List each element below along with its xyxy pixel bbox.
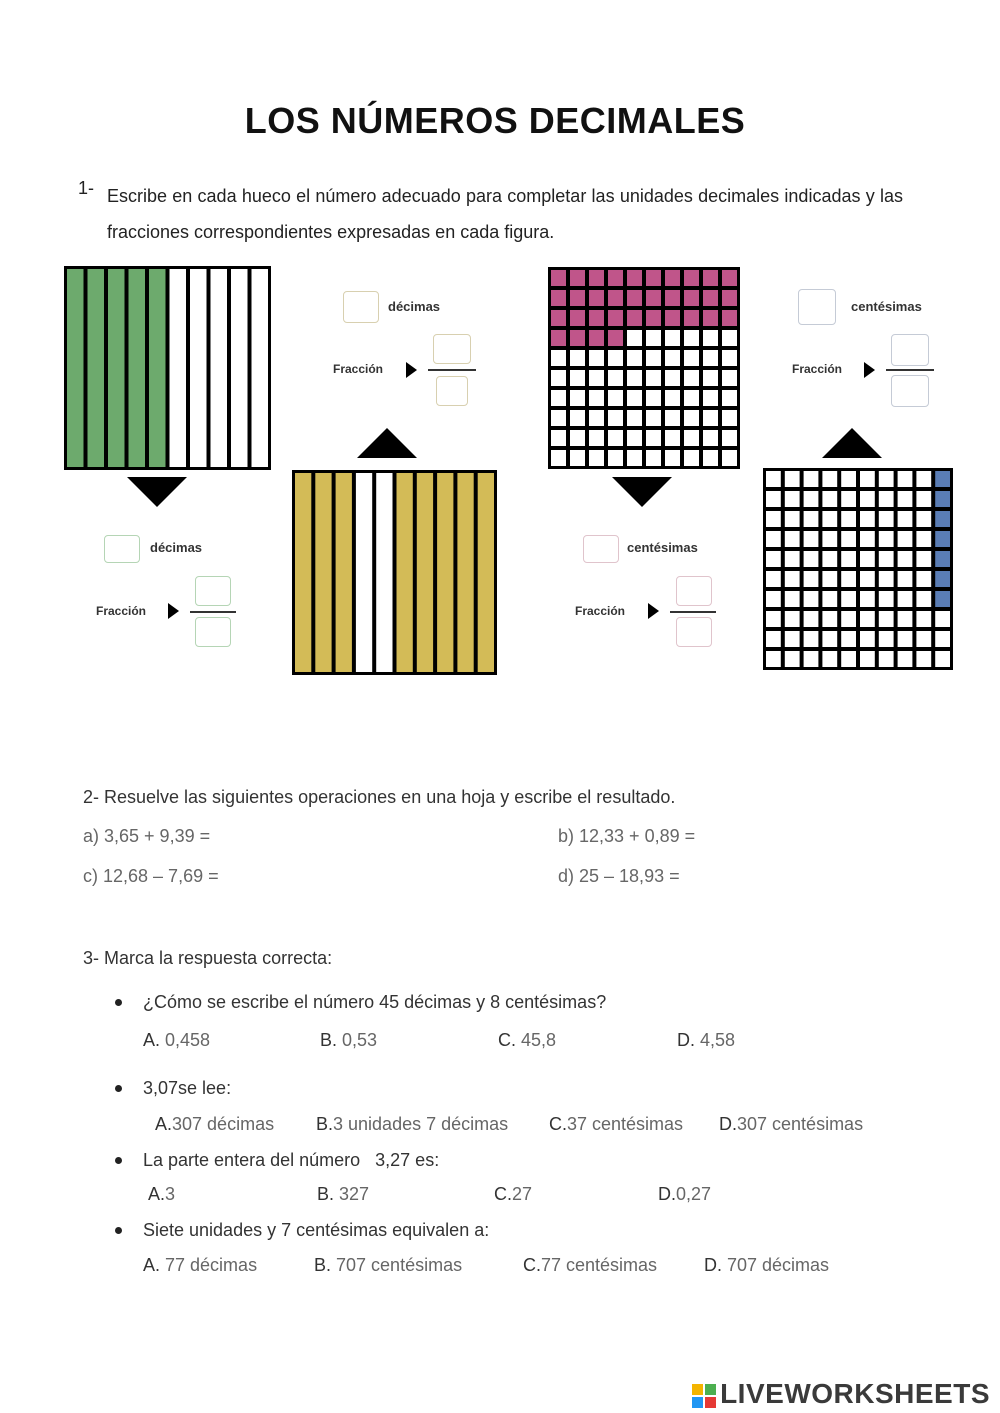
- hundredth-cell: [898, 511, 913, 527]
- hundredth-cell: [703, 270, 718, 286]
- hundredth-cell: [722, 390, 737, 406]
- tenth-strip: [315, 473, 331, 672]
- hundredth-cell: [608, 370, 623, 386]
- hundredth-cell: [665, 390, 680, 406]
- hundredth-cell: [627, 370, 642, 386]
- hundredth-cell: [627, 330, 642, 346]
- hundredth-cell: [589, 350, 604, 366]
- hundredth-cell: [646, 450, 661, 466]
- hundredth-cell: [879, 591, 894, 607]
- hundredth-cell: [608, 290, 623, 306]
- hundredth-cell: [860, 591, 875, 607]
- hundredth-cell: [684, 410, 699, 426]
- hundredth-cell: [879, 531, 894, 547]
- arrow-right-icon: [406, 362, 417, 378]
- q3-2-option-d[interactable]: D.307 centésimas: [719, 1114, 864, 1134]
- figure-3-fraction-bar: [670, 611, 716, 613]
- figure-3-denominator-input[interactable]: [676, 617, 712, 647]
- hundredth-cell: [570, 450, 585, 466]
- hundredth-cell: [570, 390, 585, 406]
- hundredth-cell: [551, 290, 566, 306]
- hundredth-cell: [766, 571, 781, 587]
- hundredth-cell: [916, 471, 931, 487]
- tenth-strip: [170, 269, 187, 467]
- hundredth-cell: [935, 571, 950, 587]
- hundredth-cell: [898, 551, 913, 567]
- figure-2-decimas-input[interactable]: [343, 291, 379, 323]
- hundredth-cell: [589, 370, 604, 386]
- hundredth-cell: [898, 631, 913, 647]
- figure-3-hundredths-pink: [548, 267, 740, 469]
- tenth-strip: [252, 269, 269, 467]
- hundredth-cell: [684, 310, 699, 326]
- hundredth-cell: [665, 330, 680, 346]
- figure-2-denominator-input[interactable]: [436, 376, 468, 406]
- figure-4-hundredths-blue: [763, 468, 953, 670]
- hundredth-cell: [935, 511, 950, 527]
- hundredth-cell: [879, 471, 894, 487]
- hundredth-cell: [822, 531, 837, 547]
- bullet-icon: [115, 999, 122, 1006]
- hundredth-cell: [916, 591, 931, 607]
- tenth-strip: [211, 269, 228, 467]
- q3-question-1: ¿Cómo se escribe el número 45 décimas y 8 centésimas?: [143, 992, 607, 1012]
- hundredth-cell: [935, 631, 950, 647]
- hundredth-cell: [766, 591, 781, 607]
- arrow-up-icon: [822, 428, 882, 458]
- hundredth-cell: [551, 370, 566, 386]
- hundredth-cell: [570, 270, 585, 286]
- hundredth-cell: [860, 511, 875, 527]
- hundredth-cell: [608, 390, 623, 406]
- hundredth-cell: [766, 531, 781, 547]
- hundredth-cell: [722, 430, 737, 446]
- hundredth-cell: [722, 350, 737, 366]
- tenth-strip: [67, 269, 84, 467]
- hundredth-cell: [822, 651, 837, 667]
- q3-4-option-d[interactable]: D. 707 décimas: [704, 1255, 830, 1275]
- hundredth-cell: [665, 430, 680, 446]
- tenth-strip: [129, 269, 146, 467]
- tenth-strip: [149, 269, 166, 467]
- hundredth-cell: [935, 551, 950, 567]
- hundredth-cell: [608, 430, 623, 446]
- q3-2-option-b[interactable]: B.3 unidades 7 décimas: [316, 1114, 509, 1134]
- hundredth-cell: [804, 571, 819, 587]
- hundredth-cell: [665, 370, 680, 386]
- hundredth-cell: [703, 370, 718, 386]
- hundredth-cell: [551, 430, 566, 446]
- hundredth-cell: [898, 611, 913, 627]
- hundredth-cell: [551, 310, 566, 326]
- hundredth-cell: [822, 631, 837, 647]
- hundredth-cell: [722, 330, 737, 346]
- hundredth-cell: [684, 330, 699, 346]
- tenth-strip: [437, 473, 453, 672]
- tenth-strip: [376, 473, 392, 672]
- q3-4-option-a[interactable]: A. 77 décimas: [143, 1255, 258, 1275]
- q3-4-option-b[interactable]: B. 707 centésimas: [314, 1255, 463, 1275]
- hundredth-cell: [916, 531, 931, 547]
- hundredth-cell: [935, 531, 950, 547]
- hundredth-cell: [822, 611, 837, 627]
- hundredth-cell: [860, 611, 875, 627]
- hundredth-cell: [804, 511, 819, 527]
- figure-1-tenths-green: [64, 266, 271, 470]
- hundredth-cell: [665, 450, 680, 466]
- hundredth-cell: [722, 370, 737, 386]
- hundredth-cell: [766, 651, 781, 667]
- operation-a: a) 3,65 + 9,39 =: [83, 826, 211, 846]
- tenth-strip: [108, 269, 125, 467]
- figure-2-fraction-label: Fracción: [333, 362, 384, 376]
- hundredth-cell: [841, 471, 856, 487]
- hundredth-cell: [722, 270, 737, 286]
- hundredth-cell: [646, 430, 661, 446]
- hundredth-cell: [646, 410, 661, 426]
- hundredth-cell: [570, 370, 585, 386]
- hundredth-cell: [860, 571, 875, 587]
- figure-4-denominator-input[interactable]: [891, 375, 929, 407]
- hundredth-cell: [589, 330, 604, 346]
- q3-3-option-c[interactable]: C.27: [494, 1184, 533, 1204]
- arrow-right-icon: [648, 603, 659, 619]
- hundredth-cell: [570, 310, 585, 326]
- bullet-icon: [115, 1227, 122, 1234]
- arrow-down-icon: [612, 477, 672, 507]
- hundredth-cell: [551, 450, 566, 466]
- tenth-strip: [88, 269, 105, 467]
- arrow-right-icon: [168, 603, 179, 619]
- tenth-strip: [356, 473, 372, 672]
- bullet-icon: [115, 1085, 122, 1092]
- hundredth-cell: [589, 410, 604, 426]
- q3-3-option-b[interactable]: B. 327: [317, 1184, 370, 1204]
- arrow-right-icon: [864, 362, 875, 378]
- hundredth-cell: [608, 310, 623, 326]
- q3-3-option-a[interactable]: A.3: [148, 1184, 176, 1204]
- hundredth-cell: [785, 531, 800, 547]
- hundredth-cell: [935, 491, 950, 507]
- hundredth-cell: [804, 531, 819, 547]
- hundredth-cell: [665, 290, 680, 306]
- hundredth-cell: [551, 390, 566, 406]
- hundredth-cell: [551, 270, 566, 286]
- hundredth-cell: [898, 651, 913, 667]
- hundredth-cell: [570, 290, 585, 306]
- operation-d: d) 25 – 18,93 =: [558, 866, 680, 886]
- hundredth-cell: [804, 591, 819, 607]
- tenth-strip: [457, 473, 473, 672]
- hundredth-cell: [627, 450, 642, 466]
- hundredth-cell: [898, 591, 913, 607]
- hundredth-cell: [841, 551, 856, 567]
- figure-1-denominator-input[interactable]: [195, 617, 231, 647]
- q3-2-option-c[interactable]: C.37 centésimas: [549, 1114, 684, 1134]
- page-title: LOS NÚMEROS DECIMALES: [244, 100, 746, 141]
- hundredth-cell: [916, 571, 931, 587]
- q1-instructions: Escribe en cada hueco el número adecuado para completar las unidades decimales indicadas y las fracciones correspondientes expresadas en cada figura.: [107, 186, 903, 242]
- hundredth-cell: [879, 551, 894, 567]
- hundredth-cell: [646, 370, 661, 386]
- hundredth-cell: [935, 611, 950, 627]
- tenth-strip: [336, 473, 352, 672]
- figure-4-unit-label: centésimas: [851, 299, 922, 314]
- hundredth-cell: [684, 370, 699, 386]
- hundredth-cell: [646, 350, 661, 366]
- hundredth-cell: [703, 290, 718, 306]
- hundredth-cell: [627, 350, 642, 366]
- hundredth-cell: [703, 450, 718, 466]
- hundredth-cell: [608, 350, 623, 366]
- q3-3-option-d[interactable]: D.0,27: [658, 1184, 712, 1204]
- hundredth-cell: [627, 310, 642, 326]
- hundredth-cell: [860, 531, 875, 547]
- hundredth-cell: [822, 491, 837, 507]
- figure-1-fraction-bar: [190, 611, 236, 613]
- hundredth-cell: [898, 491, 913, 507]
- hundredth-cell: [665, 310, 680, 326]
- hundredth-cell: [665, 410, 680, 426]
- hundredth-cell: [627, 410, 642, 426]
- hundredth-cell: [841, 511, 856, 527]
- tenth-strip: [397, 473, 413, 672]
- hundredth-cell: [627, 390, 642, 406]
- hundredth-cell: [785, 611, 800, 627]
- figure-4-fraction-label: Fracción: [792, 362, 843, 376]
- hundredth-cell: [804, 471, 819, 487]
- figure-4-numerator-input[interactable]: [891, 334, 929, 366]
- hundredth-cell: [703, 410, 718, 426]
- q3-heading: 3- Marca la respuesta correcta:: [83, 948, 333, 968]
- figure-3-centesimas-input[interactable]: [583, 535, 619, 563]
- hundredth-cell: [703, 310, 718, 326]
- hundredth-cell: [722, 450, 737, 466]
- hundredth-cell: [785, 651, 800, 667]
- hundredth-cell: [860, 471, 875, 487]
- hundredth-cell: [841, 591, 856, 607]
- hundredth-cell: [766, 511, 781, 527]
- figure-1-numerator-input[interactable]: [195, 576, 231, 606]
- hundredth-cell: [766, 551, 781, 567]
- hundredth-cell: [916, 631, 931, 647]
- hundredth-cell: [898, 471, 913, 487]
- q3-1-option-d[interactable]: D. 4,58: [677, 1030, 736, 1050]
- figure-4-fraction-bar: [886, 369, 934, 371]
- hundredth-cell: [860, 551, 875, 567]
- tenth-strip: [190, 269, 207, 467]
- tenth-strip: [417, 473, 433, 672]
- hundredth-cell: [822, 511, 837, 527]
- q3-1-option-c[interactable]: C. 45,8: [498, 1030, 557, 1050]
- hundredth-cell: [841, 631, 856, 647]
- hundredth-cell: [841, 491, 856, 507]
- tenth-strip: [231, 269, 248, 467]
- operation-c: c) 12,68 – 7,69 =: [83, 866, 219, 886]
- hundredth-cell: [841, 571, 856, 587]
- hundredth-cell: [665, 350, 680, 366]
- q3-question-2: 3,07se lee:: [143, 1078, 232, 1098]
- hundredth-cell: [703, 430, 718, 446]
- hundredth-cell: [785, 591, 800, 607]
- hundredth-cell: [841, 611, 856, 627]
- arrow-down-icon: [127, 477, 187, 507]
- hundredth-cell: [646, 330, 661, 346]
- hundredth-cell: [935, 591, 950, 607]
- hundredth-cell: [589, 290, 604, 306]
- hundredth-cell: [684, 270, 699, 286]
- hundredth-cell: [935, 471, 950, 487]
- hundredth-cell: [766, 491, 781, 507]
- hundredth-cell: [785, 551, 800, 567]
- arrow-up-icon: [357, 428, 417, 458]
- q2-heading: 2- Resuelve las siguientes operaciones en una hoja y escribe el resultado.: [83, 787, 676, 807]
- hundredth-cell: [766, 471, 781, 487]
- hundredth-cell: [684, 430, 699, 446]
- hundredth-cell: [785, 631, 800, 647]
- hundredth-cell: [722, 410, 737, 426]
- hundredth-cell: [589, 390, 604, 406]
- hundredth-cell: [570, 430, 585, 446]
- hundredth-cell: [860, 491, 875, 507]
- q1-number: 1-: [78, 178, 95, 198]
- hundredth-cell: [898, 571, 913, 587]
- hundredth-cell: [879, 511, 894, 527]
- hundredth-cell: [722, 290, 737, 306]
- hundredth-cell: [608, 330, 623, 346]
- hundredth-cell: [860, 631, 875, 647]
- hundredth-cell: [916, 611, 931, 627]
- hundredth-cell: [898, 531, 913, 547]
- hundredth-cell: [785, 511, 800, 527]
- hundredth-cell: [804, 611, 819, 627]
- figure-3-unit-label: centésimas: [627, 540, 698, 555]
- hundredth-cell: [916, 651, 931, 667]
- hundredth-cell: [627, 290, 642, 306]
- figure-2-numerator-input[interactable]: [433, 334, 471, 364]
- hundredth-cell: [703, 350, 718, 366]
- hundredth-cell: [916, 511, 931, 527]
- hundredth-cell: [646, 270, 661, 286]
- hundredth-cell: [646, 290, 661, 306]
- hundredth-cell: [551, 350, 566, 366]
- hundredth-cell: [804, 551, 819, 567]
- operation-b: b) 12,33 + 0,89 =: [558, 826, 696, 846]
- figure-4-centesimas-input[interactable]: [798, 289, 836, 325]
- hundredth-cell: [608, 270, 623, 286]
- tenth-strip: [295, 473, 311, 672]
- liveworksheets-logo[interactable]: [692, 1378, 990, 1410]
- hundredth-cell: [570, 410, 585, 426]
- hundredth-cell: [860, 651, 875, 667]
- hundredth-cell: [703, 390, 718, 406]
- figure-2-unit-label: décimas: [388, 299, 441, 314]
- hundredth-cell: [785, 471, 800, 487]
- figure-3-numerator-input[interactable]: [676, 576, 712, 606]
- hundredth-cell: [589, 310, 604, 326]
- tenth-strip: [478, 473, 494, 672]
- hundredth-cell: [822, 551, 837, 567]
- hundredth-cell: [570, 350, 585, 366]
- hundredth-cell: [822, 471, 837, 487]
- q3-2-option-a[interactable]: A.307 décimas: [155, 1114, 275, 1134]
- hundredth-cell: [627, 270, 642, 286]
- hundredth-cell: [646, 310, 661, 326]
- q3-question-3: La parte entera del número 3,27 es:: [143, 1150, 440, 1170]
- hundredth-cell: [841, 651, 856, 667]
- hundredth-cell: [879, 491, 894, 507]
- hundredth-cell: [785, 491, 800, 507]
- hundredth-cell: [841, 531, 856, 547]
- hundredth-cell: [608, 450, 623, 466]
- figure-1-fraction-label: Fracción: [96, 604, 147, 618]
- hundredth-cell: [589, 430, 604, 446]
- hundredth-cell: [684, 290, 699, 306]
- hundredth-cell: [665, 270, 680, 286]
- hundredth-cell: [916, 491, 931, 507]
- q3-4-option-c[interactable]: C.77 centésimas: [523, 1255, 658, 1275]
- hundredth-cell: [684, 450, 699, 466]
- figure-1-decimas-input[interactable]: [104, 535, 140, 563]
- figure-2-fraction-bar: [428, 369, 476, 371]
- hundredth-cell: [646, 390, 661, 406]
- hundredth-cell: [879, 611, 894, 627]
- liveworksheets-logo-icon: [692, 1384, 716, 1408]
- hundredth-cell: [608, 410, 623, 426]
- hundredth-cell: [627, 430, 642, 446]
- hundredth-cell: [785, 571, 800, 587]
- hundredth-cell: [684, 350, 699, 366]
- hundredth-cell: [916, 551, 931, 567]
- hundredth-cell: [879, 631, 894, 647]
- hundredth-cell: [589, 270, 604, 286]
- figure-3-fraction-label: Fracción: [575, 604, 626, 618]
- hundredth-cell: [766, 611, 781, 627]
- hundredth-cell: [766, 631, 781, 647]
- hundredth-cell: [879, 571, 894, 587]
- figure-2-tenths-yellow: [292, 470, 497, 675]
- hundredth-cell: [804, 651, 819, 667]
- hundredth-cell: [935, 651, 950, 667]
- q3-1-option-a[interactable]: A. 0,458: [143, 1030, 211, 1050]
- hundredth-cell: [570, 330, 585, 346]
- hundredth-cell: [722, 310, 737, 326]
- hundredth-cell: [551, 330, 566, 346]
- hundredth-cell: [589, 450, 604, 466]
- q3-1-option-b[interactable]: B. 0,53: [320, 1030, 378, 1050]
- figure-1-unit-label: décimas: [150, 540, 203, 555]
- hundredth-cell: [822, 591, 837, 607]
- hundredth-cell: [804, 631, 819, 647]
- bullet-icon: [115, 1157, 122, 1164]
- hundredth-cell: [879, 651, 894, 667]
- logo-text: LIVEWORKSHEETS: [720, 1378, 990, 1409]
- hundredth-cell: [804, 491, 819, 507]
- hundredth-cell: [684, 390, 699, 406]
- hundredth-cell: [822, 571, 837, 587]
- q3-question-4: Siete unidades y 7 centésimas equivalen a:: [143, 1220, 490, 1240]
- hundredth-cell: [703, 330, 718, 346]
- hundredth-cell: [551, 410, 566, 426]
